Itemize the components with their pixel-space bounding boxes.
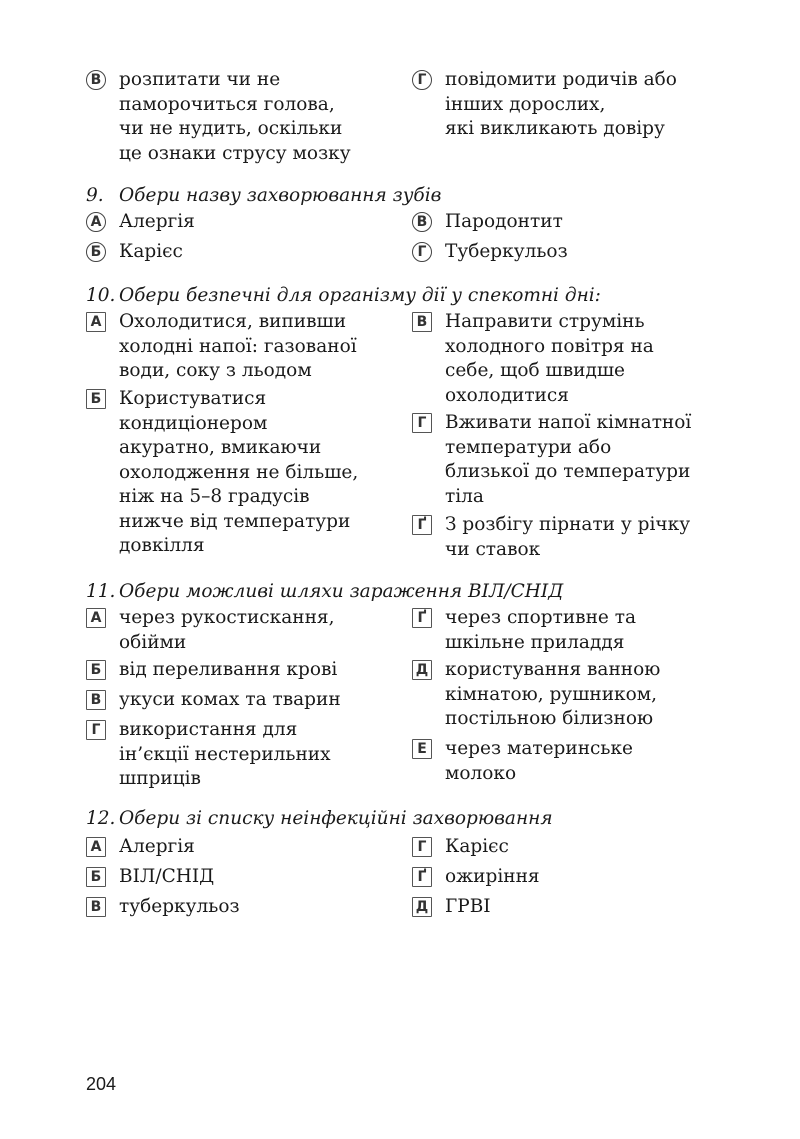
option-text: ГРВІ <box>445 896 491 917</box>
question-10-title <box>86 284 601 308</box>
option-text: розпитати чи не паморочиться голова, чи не нудить, оскільки це ознаки струсу мозку <box>119 69 351 164</box>
q11-option-b <box>86 658 406 683</box>
option-marker-square: Б <box>86 660 106 680</box>
page-number: 204 <box>86 1074 117 1094</box>
option-marker-square: А <box>86 608 106 628</box>
question-number: 12. <box>86 808 116 829</box>
option-marker-square: В <box>412 312 432 332</box>
question-text: Обери зі списку неінфекційні захворювання <box>119 808 553 829</box>
option-text: Охолодитися, випивши холодні напої: газованої води, соку з льодом <box>119 311 357 381</box>
option-text: туберкульоз <box>119 896 240 917</box>
option-text: через спортивне та шкільне приладдя <box>445 607 637 653</box>
option-text: Карієс <box>119 241 183 262</box>
option-text: через рукостискання, обійми <box>119 607 335 653</box>
option-marker-square: Е <box>412 739 432 759</box>
option-text: Вживати напої кімнатної температури або близької до температури тіла <box>445 412 692 507</box>
option-marker-circle: А <box>86 212 106 232</box>
question-number: 11. <box>86 581 116 602</box>
q12-option-a <box>86 835 406 860</box>
option-marker-square: Б <box>86 389 106 409</box>
option-text: Туберкульоз <box>445 241 568 262</box>
option-marker-square: Д <box>412 660 432 680</box>
option-marker-circle: Г <box>412 70 432 90</box>
option-marker-circle: В <box>412 212 432 232</box>
question-text: Обери можливі шляхи зараження ВІЛ/СНІД <box>119 581 564 602</box>
q11-option-g <box>86 718 406 792</box>
option-marker-square: Ґ <box>412 867 432 887</box>
q10-option-g-ukr <box>412 513 742 562</box>
option-marker-square: Б <box>86 867 106 887</box>
q8-option-g <box>412 68 742 142</box>
option-marker-square: Д <box>412 897 432 917</box>
option-marker-square: А <box>86 837 106 857</box>
q12-option-d <box>412 895 742 920</box>
question-9-title <box>86 184 441 208</box>
question-number: 10. <box>86 285 116 306</box>
q11-option-v <box>86 688 406 713</box>
option-text: Користуватися кондиціонером акуратно, вмикаючи охолодження не більше, ніж на 5–8 градусів нижче від температури довкілля <box>119 388 359 556</box>
option-text: ВІЛ/СНІД <box>119 866 215 887</box>
option-text: від переливання крові <box>119 659 338 680</box>
option-text: користування ванною кімнатою, рушником, постільною білизною <box>445 659 661 729</box>
q12-option-g <box>412 835 742 860</box>
q8-option-v <box>86 68 406 166</box>
question-11-title <box>86 580 563 604</box>
option-text: Карієс <box>445 836 509 857</box>
option-marker-square: В <box>86 897 106 917</box>
option-marker-square: Г <box>412 413 432 433</box>
question-text: Обери безпечні для організму дії у спекотні дні: <box>119 285 601 306</box>
option-marker-square: Г <box>86 720 106 740</box>
option-text: повідомити родичів або інших дорослих, які викликають довіру <box>445 69 677 139</box>
q9-option-g <box>412 240 742 265</box>
option-text: Алергія <box>119 211 195 232</box>
option-text: укуси комах та тварин <box>119 689 341 710</box>
q11-option-e <box>412 737 742 786</box>
option-marker-circle: Б <box>86 242 106 262</box>
q9-option-b <box>86 240 406 265</box>
option-text: З розбігу пірнати у річку чи ставок <box>445 514 691 560</box>
q11-option-d <box>412 658 742 732</box>
q11-option-a <box>86 606 406 655</box>
q10-option-b <box>86 387 406 559</box>
option-text: ожиріння <box>445 866 540 887</box>
question-number: 9. <box>86 185 104 206</box>
question-text: Обери назву захворювання зубів <box>119 185 442 206</box>
q9-option-a <box>86 210 406 235</box>
q10-option-a <box>86 310 406 384</box>
option-marker-circle: В <box>86 70 106 90</box>
q11-option-g-ukr <box>412 606 742 655</box>
option-marker-circle: Г <box>412 242 432 262</box>
q12-option-b <box>86 865 406 890</box>
option-marker-square: Ґ <box>412 608 432 628</box>
q10-option-v <box>412 310 742 408</box>
q12-option-v <box>86 895 406 920</box>
option-marker-square: Г <box>412 837 432 857</box>
option-text: Алергія <box>119 836 195 857</box>
option-text: Направити струмінь холодного повітря на себе, щоб швидше охолодитися <box>445 311 654 406</box>
option-marker-square: А <box>86 312 106 332</box>
option-text: використання для ін’єкції нестерильних шприців <box>119 719 331 789</box>
q10-option-g <box>412 411 742 509</box>
option-text: через материнське молоко <box>445 738 633 784</box>
q9-option-v <box>412 210 742 235</box>
q12-option-g-ukr <box>412 865 742 890</box>
option-marker-square: Ґ <box>412 515 432 535</box>
question-12-title <box>86 807 553 831</box>
option-marker-square: В <box>86 690 106 710</box>
option-text: Пародонтит <box>445 211 563 232</box>
